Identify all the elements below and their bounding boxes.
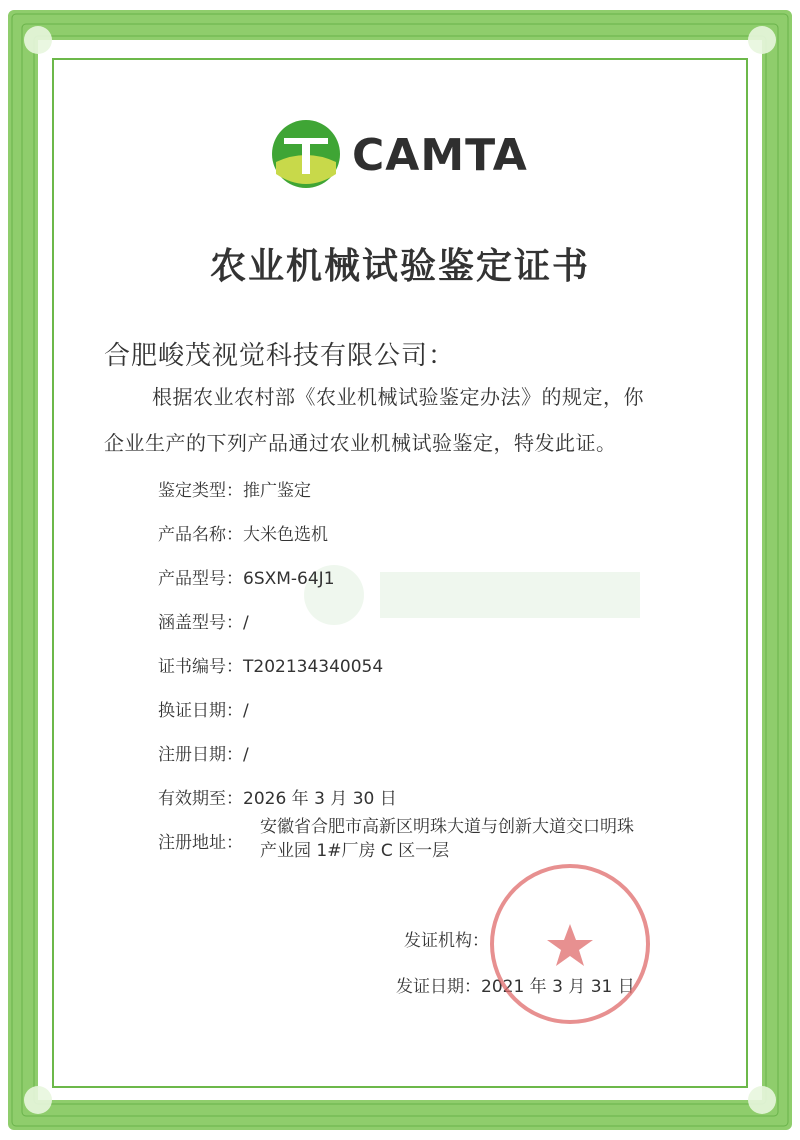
issue-date-value: 2021 年 3 月 31 日 xyxy=(481,977,635,997)
company-name: 合肥峻茂视觉科技有限公司： xyxy=(104,341,456,371)
certificate-title: 农业机械试验鉴定证书 xyxy=(209,246,590,287)
field-renewal-date xyxy=(158,696,249,721)
field-label: 产品型号： xyxy=(158,569,243,589)
field-label: 产品名称： xyxy=(158,525,243,545)
field-label: 鉴定类型： xyxy=(158,481,243,501)
field-value: 6SXM-64J1 xyxy=(243,569,335,589)
field-covered-models xyxy=(158,608,249,633)
field-label: 有效期至： xyxy=(158,789,243,809)
field-label: 涵盖型号： xyxy=(158,613,243,633)
field-value: 2026 年 3 月 30 日 xyxy=(243,789,397,809)
field-label: 证书编号： xyxy=(158,657,243,677)
field-address-value xyxy=(260,815,720,863)
camta-watermark xyxy=(300,560,650,630)
issuing-authority-label: 发证机构： xyxy=(404,931,489,951)
field-certificate-number xyxy=(158,652,383,677)
issue-date-label: 发证日期： xyxy=(396,977,481,997)
field-value: T202134340054 xyxy=(243,657,384,677)
field-product-name xyxy=(158,520,328,545)
logo-text: CAMTA xyxy=(352,130,528,181)
field-label: 换证日期： xyxy=(158,701,243,721)
field-label: 注册地址： xyxy=(158,833,243,853)
field-value: / xyxy=(243,745,249,765)
field-value: / xyxy=(243,701,249,721)
field-valid-until xyxy=(158,784,397,809)
field-appraisal-type xyxy=(158,476,311,501)
seal-star-icon xyxy=(547,924,593,966)
address-line-1: 安徽省合肥市高新区明珠大道与创新大道交口明珠 xyxy=(260,817,634,837)
field-value: 推广鉴定 xyxy=(243,481,311,501)
field-product-model xyxy=(158,564,335,589)
field-address-label xyxy=(158,828,243,853)
body-line-1: 根据农业农村部《农业机械试验鉴定办法》的规定，你 xyxy=(152,385,644,409)
field-registration-date xyxy=(158,740,249,765)
field-value: / xyxy=(243,613,249,633)
field-label: 注册日期： xyxy=(158,745,243,765)
address-line-2: 产业园 1#厂房 C 区一层 xyxy=(260,841,450,861)
field-value: 大米色选机 xyxy=(243,525,328,545)
body-line-2: 企业生产的下列产品通过农业机械试验鉴定，特发此证。 xyxy=(104,431,617,455)
official-seal xyxy=(486,860,654,1028)
